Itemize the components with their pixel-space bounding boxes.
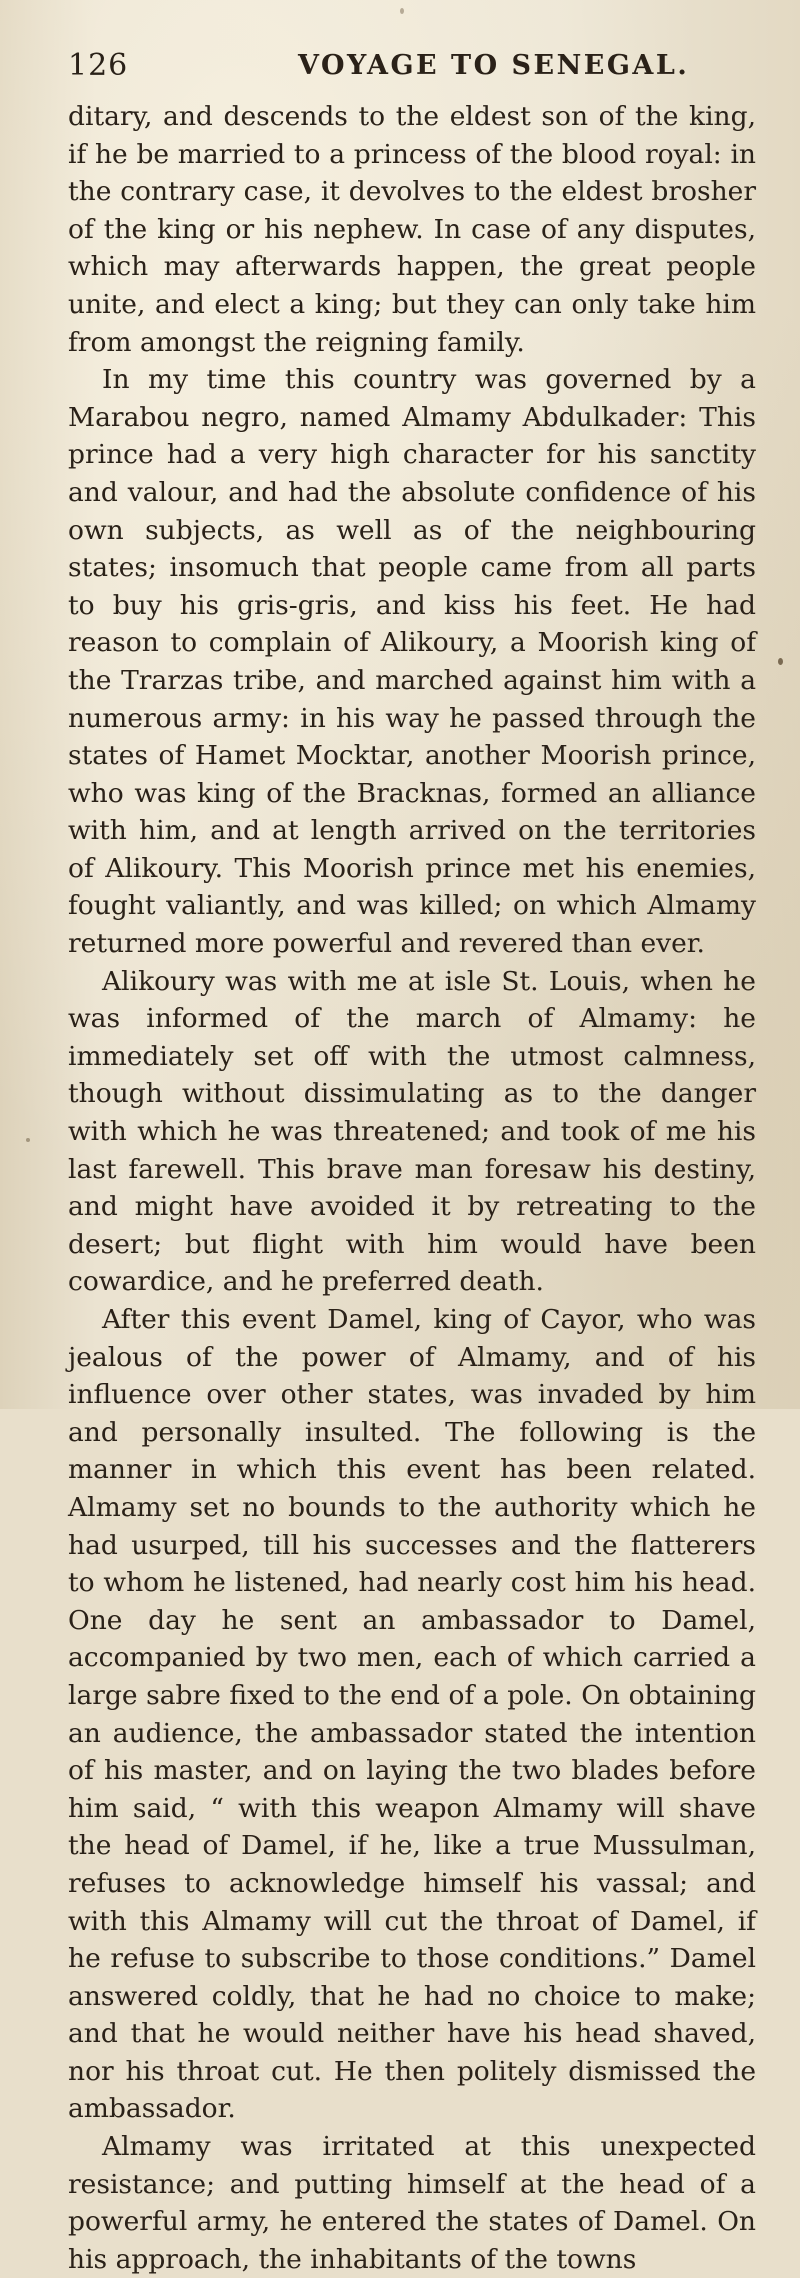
page-number: 126 bbox=[68, 48, 129, 83]
running-head: VOYAGE TO SENEGAL. bbox=[298, 50, 690, 81]
paragraph-3: Alikoury was with me at isle St. Louis, when he was informed of the march of Almamy: he immediately set off with the utmost calmness, though without dissimulating as to the danger with which he was threatened; and took of me his last farewell. This brave man foresaw his destiny, and might have avoided it by retreating to the desert; but flight with him would have been cowardice, and he preferred death. bbox=[68, 965, 756, 1298]
body-text bbox=[68, 98, 756, 2278]
paragraph-1: ditary, and descends to the eldest son of the king, if he be married to a princess of the blood royal: in the contrary case, it devolves to the eldest brosher of the king or his nephew. In case of any disputes, which may afterwards happen, the great people unite, and elect a king; but they can only take him from amongst the reigning family. bbox=[68, 101, 756, 358]
paper-fleck bbox=[400, 8, 404, 14]
paragraph-4: After this event Damel, king of Cayor, who was jealous of the power of Almamy, and of his influence over other states, was invaded by him and personally insulted. The following is the manner in which this event has been related. Almamy set no bounds to the authority which he had usurped, till his successes and the flatterers to whom he listened, had nearly cost him his head. One day he sent an ambassador to Damel, accompanied by two men, each of which carried a large sabre fixed to the end of a pole. On obtaining an audience, the ambassador stated the intention of his master, and on laying the two blades before him said, “ with this weapon Almamy will shave the head of Damel, if he, like a true Mussulman, refuses to acknowledge himself his vassal; and with this Almamy will cut the throat of Damel, if he refuse to subscribe to those conditions.” Damel answered coldly, that he had no choice to make; and that he would neither have his head shaved, nor his throat cut. He then politely dismissed the ambassador. bbox=[68, 1304, 756, 2125]
paper-fleck bbox=[26, 1138, 30, 1142]
page-header bbox=[68, 48, 756, 88]
paragraph-5: Almamy was irritated at this unexpected resistance; and putting himself at the head of a powerful army, he entered the states of Damel. On his approach, the inhabitants of the towns bbox=[68, 2131, 756, 2275]
paper-fleck bbox=[778, 658, 783, 665]
paragraph-2: In my time this country was governed by a Marabou negro, named Almamy Abdulkader: This prince had a very high character for his sanctity and valour, and had the absolute confidence of his own subjects, as well as of the neighbouring states; insomuch that people came from all parts to buy his gris-gris, and kiss his feet. He had reason to complain of Alikoury, a Moorish king of the Trarzas tribe, and marched against him with a numerous army: in his way he passed through the states of Hamet Mocktar, another Moorish prince, who was king of the Bracknas, formed an alliance with him, and at length arrived on the territories of Alikoury. This Moorish prince met his enemies, fought valiantly, and was killed; on which Almamy returned more powerful and revered than ever. bbox=[68, 364, 756, 960]
